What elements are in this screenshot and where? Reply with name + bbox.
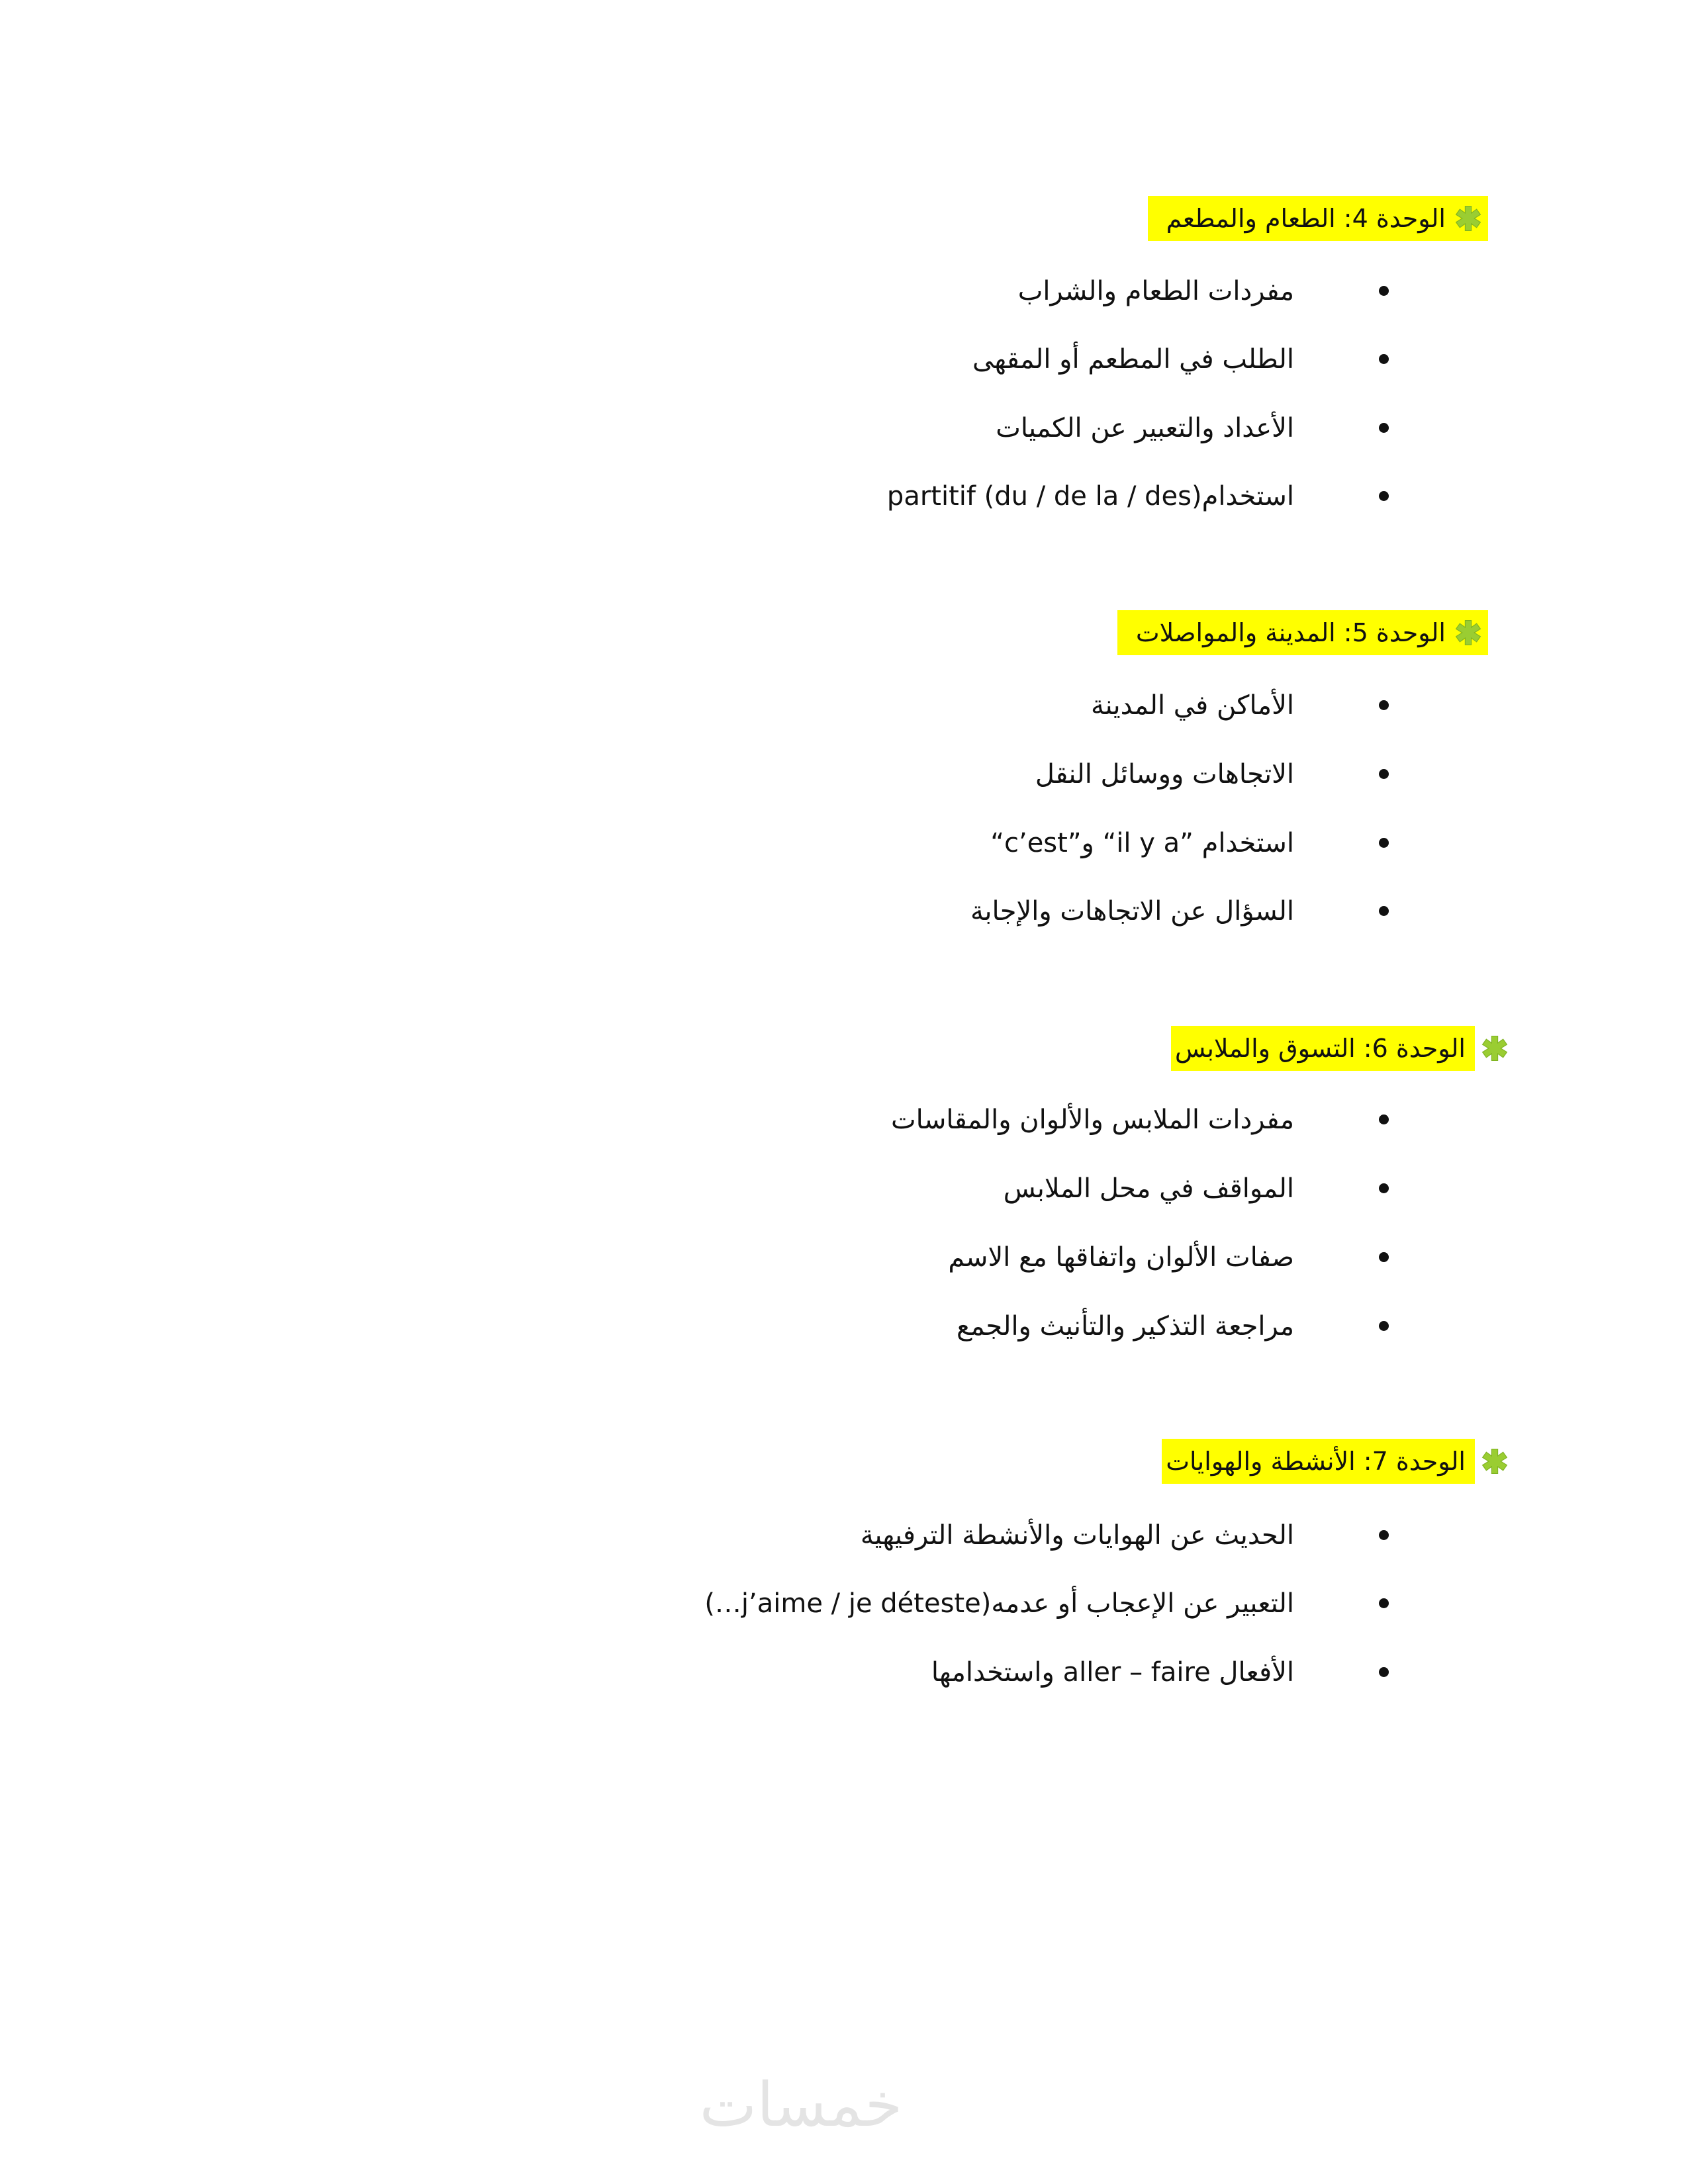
bullet-icon [1379, 423, 1389, 433]
unit-5-title: الوحدة 5: المدينة والمواصلات [1135, 618, 1446, 647]
list-item [0, 477, 1688, 516]
list-item [0, 1306, 1688, 1346]
puzzle-piece-icon [1479, 1445, 1511, 1477]
list-item [0, 1100, 1688, 1140]
unit-5-heading [1117, 610, 1488, 655]
unit-6-heading-highlight [1171, 1026, 1475, 1071]
bullet-icon [1379, 491, 1389, 501]
list-item [0, 891, 1688, 931]
list-item-text: الأعداد والتعبير عن الكميات [996, 413, 1294, 443]
unit-7-heading [1162, 1439, 1475, 1484]
list-item [0, 686, 1688, 725]
list-item-text: الحديث عن الهوايات والأنشطة الترفيهية [860, 1520, 1294, 1551]
unit-7-title: الوحدة 7: الأنشطة والهوايات [1166, 1447, 1466, 1476]
unit-6-heading [1171, 1026, 1475, 1071]
list-item-text: السؤال عن الاتجاهات والإجابة [970, 896, 1294, 927]
bullet-icon [1379, 700, 1389, 710]
bullet-icon [1379, 1183, 1389, 1193]
list-item-text: الأماكن في المدينة [1091, 690, 1294, 721]
list-item-text: مفردات الملابس والألوان والمقاسات [891, 1105, 1294, 1135]
list-item [0, 1238, 1688, 1277]
bullet-icon [1379, 769, 1389, 779]
list-item-text: استخدام(partitif (du / de la / des [886, 481, 1294, 512]
list-item [0, 1584, 1688, 1623]
bullet-icon [1379, 354, 1389, 364]
unit-4-title: الوحدة 4: الطعام والمطعم [1166, 204, 1446, 233]
list-item [0, 823, 1688, 863]
list-item [0, 340, 1688, 379]
list-item [0, 1653, 1688, 1692]
puzzle-piece-icon [1479, 1032, 1511, 1064]
unit-4-heading [1148, 196, 1488, 241]
unit-5-heading-highlight [1117, 610, 1488, 655]
list-item [0, 408, 1688, 448]
puzzle-piece-icon [1452, 203, 1484, 234]
list-item-text: الطلب في المطعم أو المقهى [972, 344, 1294, 375]
unit-7-heading-highlight [1162, 1439, 1475, 1484]
unit-6-title: الوحدة 6: التسوق والملابس [1174, 1034, 1466, 1063]
watermark-logo: خمسات [699, 2069, 903, 2140]
bullet-icon [1379, 1321, 1389, 1331]
bullet-icon [1379, 1667, 1389, 1677]
bullet-icon [1379, 1598, 1389, 1608]
list-item [0, 1516, 1688, 1555]
list-item-text: مفردات الطعام والشراب [1017, 276, 1294, 306]
puzzle-piece-icon [1452, 617, 1484, 649]
bullet-icon [1379, 1115, 1389, 1124]
list-item [0, 271, 1688, 311]
bullet-icon [1379, 838, 1389, 848]
bullet-icon [1379, 286, 1389, 296]
list-item-text: المواقف في محل الملابس [1003, 1173, 1294, 1204]
list-item [0, 1169, 1688, 1208]
unit-4-heading-highlight [1148, 196, 1488, 241]
list-item-text: الاتجاهات ووسائل النقل [1035, 759, 1294, 790]
bullet-icon [1379, 1252, 1389, 1262]
list-item-text: استخدام ”il y a“ و”c’est“ [990, 828, 1294, 858]
list-item [0, 754, 1688, 794]
list-item-text: التعبير عن الإعجاب أو عدمه(j’aime / je déteste…) [704, 1588, 1294, 1619]
bullet-icon [1379, 1530, 1389, 1540]
bullet-icon [1379, 906, 1389, 916]
list-item-text: مراجعة التذكير والتأنيث والجمع [957, 1311, 1294, 1342]
list-item-text: صفات الألوان واتفاقها مع الاسم [948, 1242, 1294, 1273]
list-item-text: الأفعال aller – faire واستخدامها [931, 1657, 1294, 1688]
